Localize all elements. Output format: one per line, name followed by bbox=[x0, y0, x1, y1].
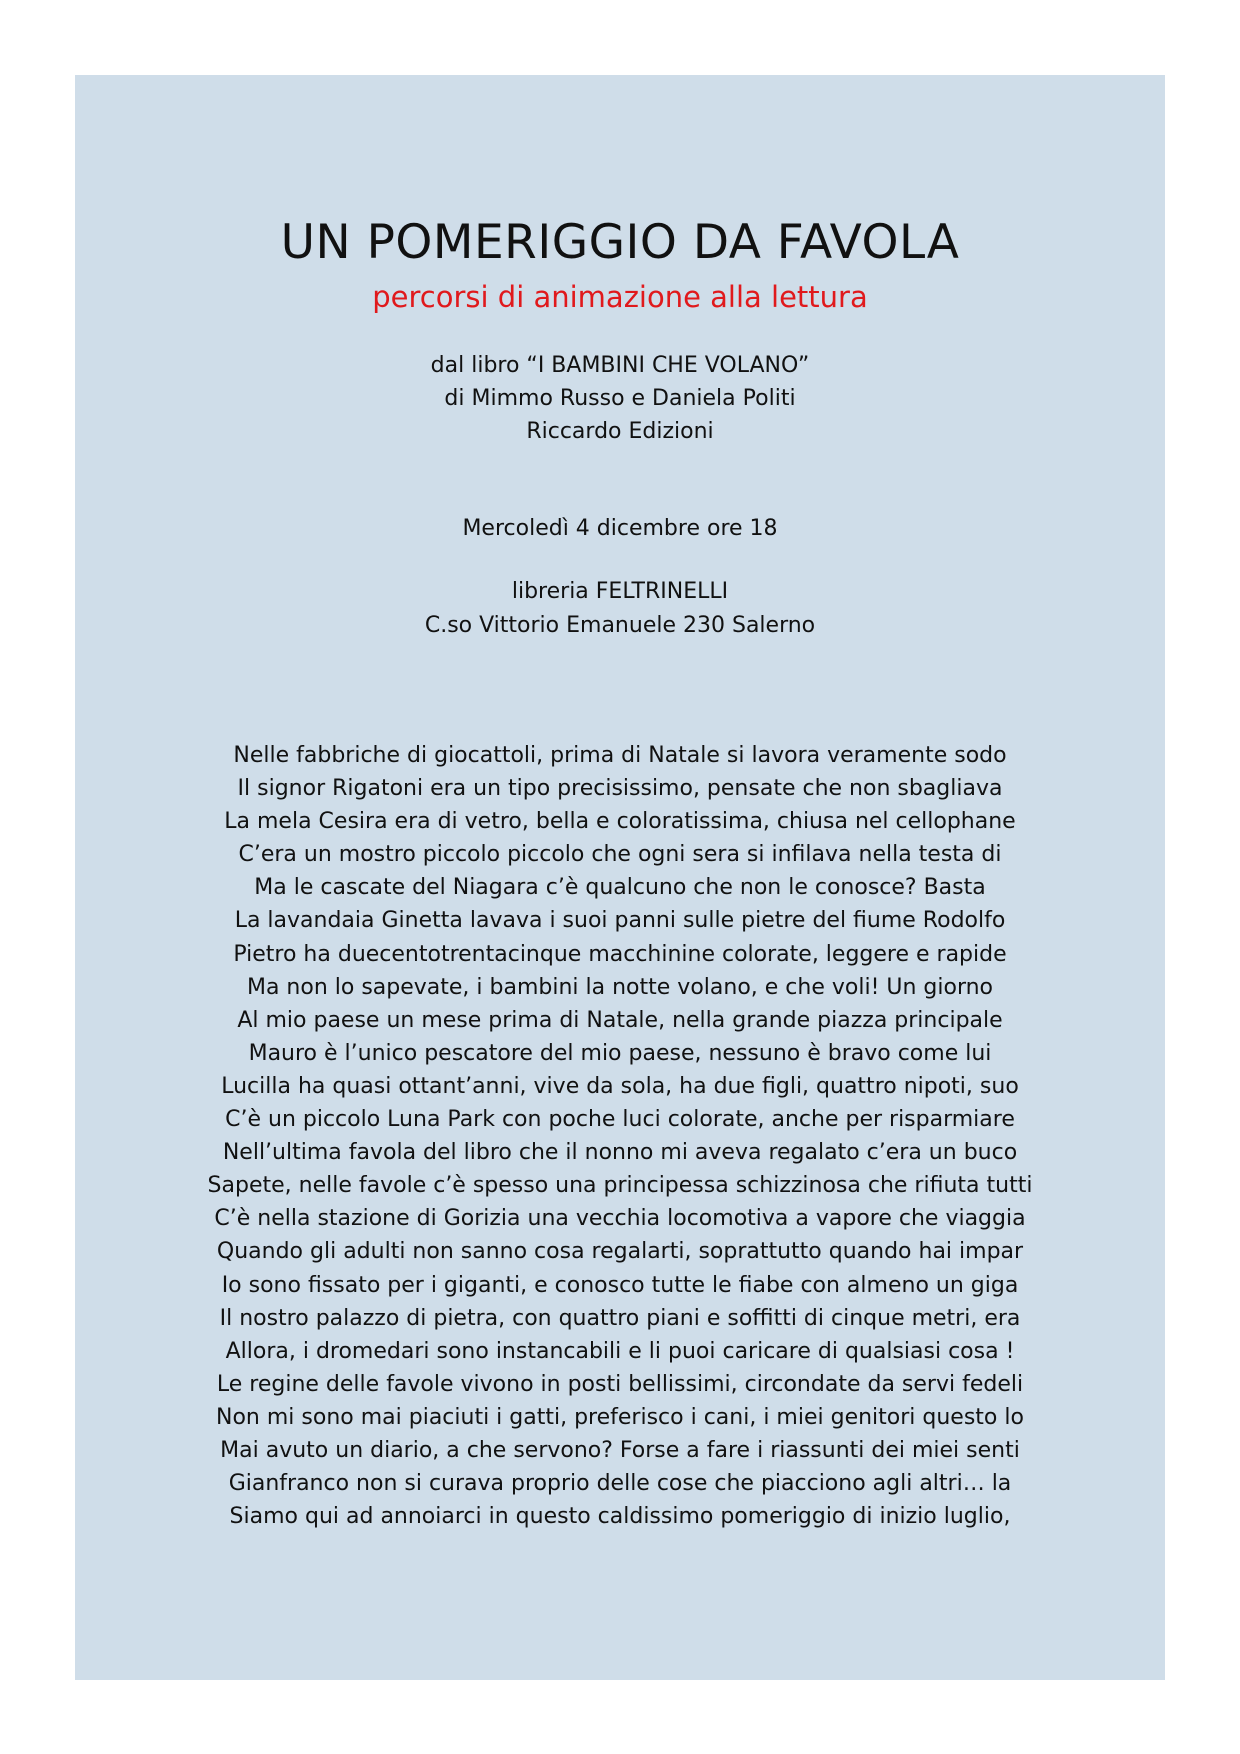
book-title-line: dal libro “I BAMBINI CHE VOLANO” bbox=[430, 353, 810, 378]
page-title: UN POMERIGGIO DA FAVOLA bbox=[280, 215, 960, 270]
excerpt-line: Ma non lo sapevate, i bambini la notte volano, e che voli! Un giorno bbox=[246, 974, 994, 1000]
excerpt-line: Siamo qui ad annoiarci in questo caldissimo pomeriggio di inizio luglio, bbox=[229, 1504, 1011, 1530]
excerpt-line: Pietro ha duecentotrentacinque macchinine colorate, leggere e rapide bbox=[233, 941, 1007, 967]
excerpt-line: Sapete, nelle favole c’è spesso una principessa schizzinosa che rifiuta tutti bbox=[207, 1173, 1033, 1199]
book-publisher-line: Riccardo Edizioni bbox=[526, 419, 714, 444]
excerpt-line: Mauro è l’unico pescatore del mio paese, nessuno è bravo come lui bbox=[248, 1040, 992, 1066]
excerpt-line: Il signor Rigatoni era un tipo precisissimo, pensate che non sbagliava bbox=[237, 776, 1003, 802]
excerpt-line: C’è un piccolo Luna Park con poche luci colorate, anche per risparmiare bbox=[225, 1107, 1015, 1133]
book-info bbox=[75, 349, 1165, 448]
excerpt-line: Nell’ultima favola del libro che il nonno mi aveva regalato c’era un buco bbox=[222, 1140, 1018, 1166]
excerpt-line: C’è nella stazione di Gorizia una vecchia locomotiva a vapore che viaggia bbox=[214, 1206, 1026, 1232]
excerpt-line: La lavandaia Ginetta lavava i suoi panni sulle pietre del fiume Rodolfo bbox=[234, 908, 1006, 934]
excerpt-line: Non mi sono mai piaciuti i gatti, preferisco i cani, i miei genitori questo lo bbox=[216, 1404, 1024, 1430]
excerpt-line: Mai avuto un diario, a che servono? Forse a fare i riassunti dei miei senti bbox=[220, 1437, 1020, 1463]
event-venue bbox=[75, 575, 1165, 643]
excerpt-line: Nelle fabbriche di giocattoli, prima di Natale si lavora veramente sodo bbox=[233, 743, 1007, 768]
excerpt-line: C’era un mostro piccolo piccolo che ogni sera si infilava nella testa di bbox=[238, 842, 1002, 868]
venue-name: libreria FELTRINELLI bbox=[511, 579, 729, 604]
excerpt-line: Ma le cascate del Niagara c’è qualcuno che non le conosce? Basta bbox=[254, 875, 986, 901]
excerpt-line: Il nostro palazzo di pietra, con quattro piani e soffitti di cinque metri, era bbox=[219, 1305, 1021, 1331]
flyer-panel bbox=[75, 75, 1165, 1680]
venue-address: C.so Vittorio Emanuele 230 Salerno bbox=[424, 613, 816, 638]
excerpt-line: Gianfranco non si curava proprio delle cose che piacciono agli altri… la bbox=[228, 1471, 1012, 1497]
excerpt-line: Lucilla ha quasi ottant’anni, vive da sola, ha due figli, quattro nipoti, suo bbox=[221, 1073, 1019, 1099]
excerpt-line: Allora, i dromedari sono instancabili e li puoi caricare di qualsiasi cosa ! bbox=[225, 1338, 1015, 1364]
page-subtitle: percorsi di animazione alla lettura bbox=[372, 280, 868, 314]
excerpt-line: Le regine delle favole vivono in posti bellissimi, circondate da servi fedeli bbox=[216, 1371, 1024, 1397]
book-authors-line: di Mimmo Russo e Daniela Politi bbox=[444, 386, 796, 411]
excerpt-line: La mela Cesira era di vetro, bella e coloratissima, chiusa nel cellophane bbox=[224, 809, 1016, 835]
event-date-text: Mercoledì 4 dicembre ore 18 bbox=[462, 516, 778, 541]
excerpt-line: Io sono fissato per i giganti, e conosco tutte le fiabe con almeno un giga bbox=[221, 1272, 1019, 1298]
excerpt-line: Quando gli adulti non sanno cosa regalarti, soprattutto quando hai impar bbox=[216, 1239, 1024, 1265]
excerpt-line: Al mio paese un mese prima di Natale, nella grande piazza principale bbox=[237, 1007, 1003, 1033]
excerpt-list bbox=[75, 739, 1165, 1533]
event-date bbox=[75, 512, 1165, 545]
